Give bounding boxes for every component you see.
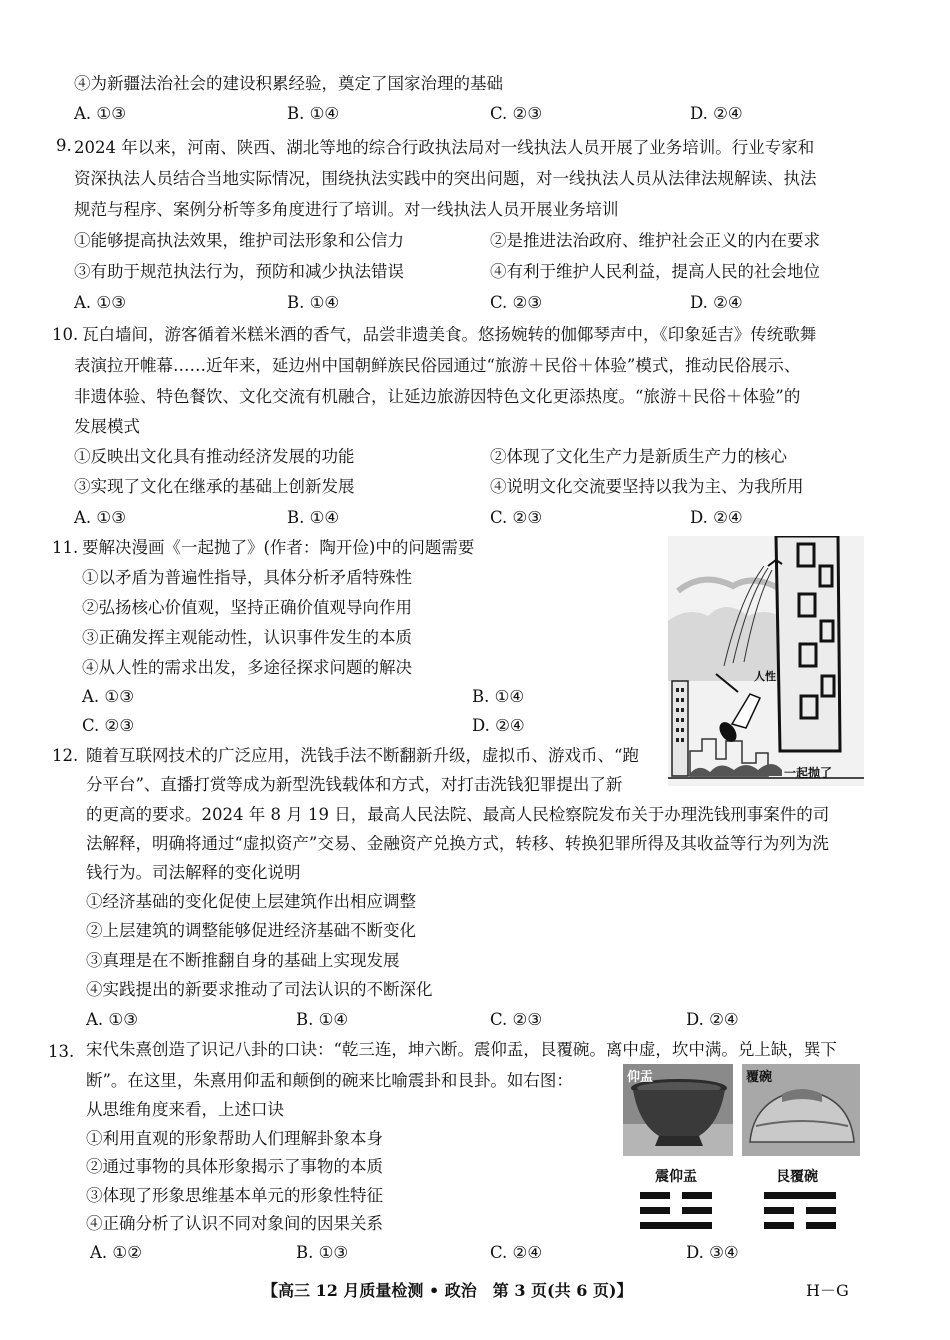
q9-stem-line-2: 资深执法人员结合当地实际情况，围绕执法实践中的突出问题，对一线执法人员从法律法规解读、执法 bbox=[74, 169, 817, 188]
q11-option-c: C. ②③ bbox=[82, 716, 135, 735]
yu-photo bbox=[623, 1064, 733, 1156]
q11-item-4: ④从人性的需求出发，多途径探求问题的解决 bbox=[82, 658, 412, 677]
q12-stem-line-4: 法解释，明确将通过“虚拟资产”交易、金融资产兑换方式，转移、转换犯罪所得及其收益等行为列为洗 bbox=[86, 834, 829, 853]
q11-stem: 要解决漫画《一起抛了》(作者：陶开俭)中的问题需要 bbox=[82, 538, 475, 557]
q10-option-c: C. ②③ bbox=[490, 508, 543, 527]
q12-item-2: ②上层建筑的调整能够促进经济基础不断变化 bbox=[86, 921, 416, 940]
q12-item-4: ④实践提出的新要求推动了司法认识的不断深化 bbox=[86, 980, 433, 999]
bowl-photo bbox=[742, 1064, 860, 1156]
q12-stem-line-5: 钱行为。司法解释的变化说明 bbox=[86, 863, 301, 882]
paper-code: H－G bbox=[806, 1281, 849, 1300]
q12-stem-line-2: 分平台”、直播打赏等成为新型洗钱载体和方式，对打击洗钱犯罪提出了新 bbox=[86, 775, 623, 794]
q11-item-2: ②弘扬核心价值观，坚持正确价值观导向作用 bbox=[82, 598, 412, 617]
q10-option-a: A. ①③ bbox=[74, 508, 126, 527]
q8-option-b: B. ①④ bbox=[287, 104, 340, 123]
q13-item-3: ③体现了形象思维基本单元的形象性特征 bbox=[86, 1186, 383, 1205]
cartoon-drawing bbox=[668, 536, 864, 786]
q13-option-a: A. ①② bbox=[90, 1243, 142, 1262]
q12-number: 12. bbox=[52, 746, 79, 765]
q12-option-c: C. ②③ bbox=[490, 1010, 543, 1029]
q9-stem-line-3: 规范与程序、案例分析等多角度进行了培训。对一线执法人员开展业务培训 bbox=[74, 200, 619, 219]
q9-item-3: ③有助于规范执法行为，预防和减少执法错误 bbox=[74, 262, 404, 281]
q9-item-4: ④有利于维护人民利益，提高人民的社会地位 bbox=[490, 262, 820, 281]
q13-stem-line-3: 从思维角度来看，上述口诀 bbox=[86, 1100, 284, 1119]
q8-option-c: C. ②③ bbox=[490, 104, 543, 123]
q8-option-d: D. ②④ bbox=[690, 104, 743, 123]
q11-item-3: ③正确发挥主观能动性，认识事件发生的本质 bbox=[82, 628, 412, 647]
q9-option-d: D. ②④ bbox=[690, 293, 743, 312]
q13-option-d: D. ③④ bbox=[686, 1243, 739, 1262]
q12-option-a: A. ①③ bbox=[86, 1010, 138, 1029]
q10-option-b: B. ①④ bbox=[287, 508, 340, 527]
q13-item-4: ④正确分析了认识不同对象间的因果关系 bbox=[86, 1214, 383, 1233]
q10-stem-line-1: 瓦白墙间，游客循着米糕米酒的香气，品尝非遗美食。悠扬婉转的伽倻琴声中，《印象延吉》传统歌舞 bbox=[82, 325, 817, 344]
q11-option-b: B. ①④ bbox=[472, 687, 525, 706]
q10-option-d: D. ②④ bbox=[690, 508, 743, 527]
q13-number: 13. bbox=[48, 1042, 75, 1061]
q11-cartoon bbox=[668, 536, 864, 786]
q12-stem-line-1: 随着互联网技术的广泛应用，洗钱手法不断翻新升级，虚拟币、游戏币、“跑 bbox=[86, 746, 639, 765]
cartoon-caption: 一起抛了 bbox=[784, 766, 833, 780]
cartoon-figure-label: 人性 bbox=[754, 670, 776, 683]
yu-photo-label: 仰盂 bbox=[627, 1070, 654, 1085]
q13-item-1: ①利用直观的形象帮助人们理解卦象本身 bbox=[86, 1129, 383, 1148]
gen-trigram-name: 艮覆碗 bbox=[776, 1169, 818, 1185]
q11-item-1: ①以矛盾为普遍性指导，具体分析矛盾特殊性 bbox=[82, 568, 412, 587]
zhen-trigram-icon bbox=[640, 1190, 712, 1232]
q10-number: 10. bbox=[52, 325, 79, 344]
q10-item-2: ②体现了文化生产力是新质生产力的核心 bbox=[490, 447, 787, 466]
q9-stem-line-1: 2024 年以来，河南、陕西、湖北等地的综合行政执法局对一线执法人员开展了业务培训。行业专家和 bbox=[74, 138, 815, 157]
zhen-trigram-name: 震仰盂 bbox=[655, 1169, 697, 1185]
page-footer: 【高三 12 月质量检测 • 政治 第 3 页(共 6 页)】 bbox=[262, 1281, 633, 1300]
q9-option-c: C. ②③ bbox=[490, 293, 543, 312]
q13-stem-line-2: 断”。在这里，朱熹用仰盂和颠倒的碗来比喻震卦和艮卦。如右图： bbox=[86, 1071, 573, 1090]
q10-item-4: ④说明文化交流要坚持以我为主、为我所用 bbox=[490, 477, 804, 496]
q11-option-d: D. ②④ bbox=[472, 716, 525, 735]
q13-stem-line-1: 宋代朱熹创造了识记八卦的口诀：“乾三连，坤六断。震仰盂，艮覆碗。离中虚，坎中满。兑上缺，巽下 bbox=[86, 1040, 837, 1059]
gen-trigram-icon bbox=[764, 1190, 836, 1232]
q13-option-b: B. ①③ bbox=[296, 1243, 349, 1262]
q11-option-a: A. ①③ bbox=[82, 687, 134, 706]
q9-option-b: B. ①④ bbox=[287, 293, 340, 312]
q12-item-3: ③真理是在不断推翻自身的基础上实现发展 bbox=[86, 951, 400, 970]
q12-item-1: ①经济基础的变化促使上层建筑作出相应调整 bbox=[86, 892, 416, 911]
q9-item-1: ①能够提高执法效果，维护司法形象和公信力 bbox=[74, 231, 404, 250]
q10-stem-line-3: 非遗体验、特色餐饮、文化交流有机融合，让延边旅游因特色文化更添热度。“旅游＋民俗＋体验”的 bbox=[74, 387, 801, 406]
q10-item-3: ③实现了文化在继承的基础上创新发展 bbox=[74, 477, 355, 496]
q8-item-4: ④为新疆法治社会的建设积累经验，奠定了国家治理的基础 bbox=[74, 74, 503, 93]
q12-option-d: D. ②④ bbox=[686, 1010, 739, 1029]
q12-stem-line-3: 的更高的要求。2024 年 8 月 19 日，最高人民法院、最高人民检察院发布关于办理洗钱刑事案件的司 bbox=[86, 805, 830, 824]
q10-item-1: ①反映出文化具有推动经济发展的功能 bbox=[74, 447, 355, 466]
q9-item-2: ②是推进法治政府、维护社会正义的内在要求 bbox=[490, 231, 820, 250]
q9-number: 9. bbox=[56, 136, 72, 155]
q13-item-2: ②通过事物的具体形象揭示了事物的本质 bbox=[86, 1157, 383, 1176]
q8-option-a: A. ①③ bbox=[74, 104, 126, 123]
q10-stem-line-2: 表演拉开帷幕……近年来，延边州中国朝鲜族民俗园通过“旅游＋民俗＋体验”模式，推动民俗展示、 bbox=[74, 356, 801, 375]
q12-option-b: B. ①④ bbox=[296, 1010, 349, 1029]
q10-stem-line-4: 发展模式 bbox=[74, 417, 140, 436]
q9-option-a: A. ①③ bbox=[74, 293, 126, 312]
bowl-photo-label: 覆碗 bbox=[746, 1070, 773, 1085]
q13-option-c: C. ②④ bbox=[490, 1243, 543, 1262]
q11-number: 11. bbox=[52, 538, 79, 557]
